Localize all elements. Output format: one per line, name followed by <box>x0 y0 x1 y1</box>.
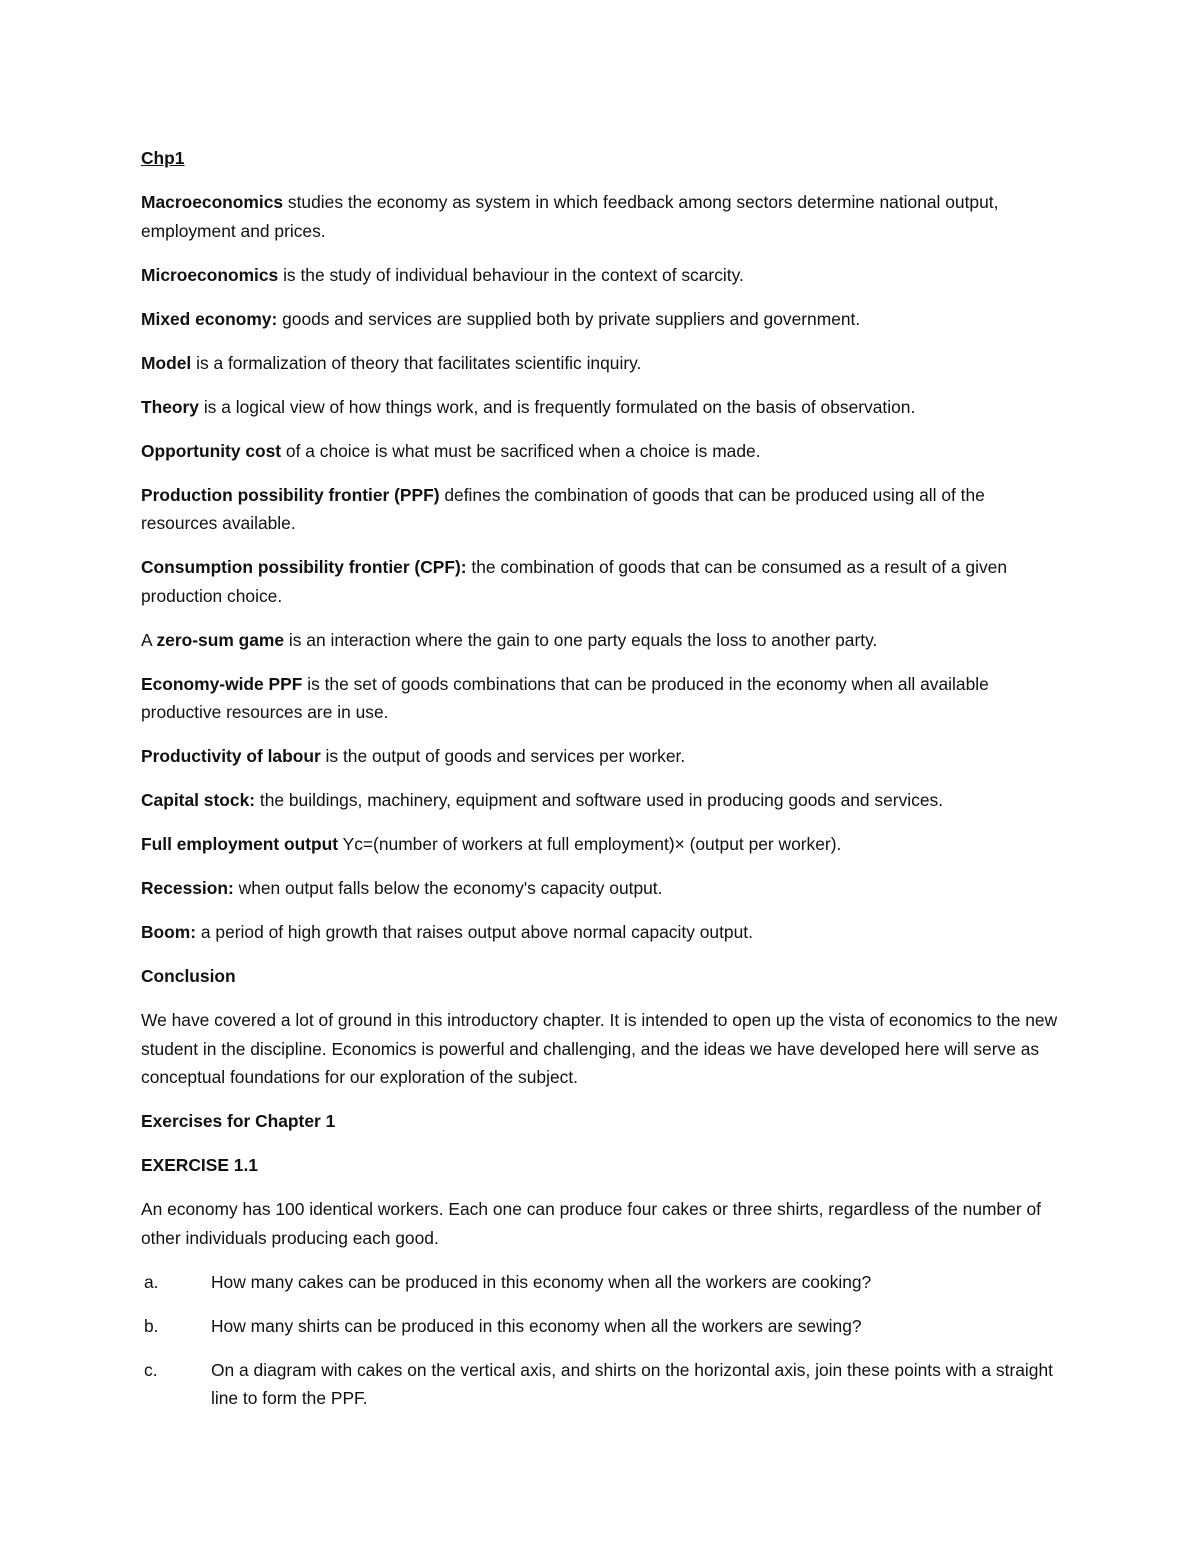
definition-productivity-of-labour <box>141 742 1061 771</box>
exercise-list <box>141 1268 1061 1413</box>
definition-text: is an interaction where the gain to one party equals the loss to another party. <box>284 629 878 650</box>
list-marker: b. <box>144 1315 159 1336</box>
term: Microeconomics <box>141 264 279 285</box>
exercises-heading: Exercises for Chapter 1 <box>141 1111 336 1131</box>
list-item <box>141 1268 1061 1297</box>
term: Macroeconomics <box>141 192 284 212</box>
term: Productivity of labour <box>141 746 321 766</box>
exercise-heading: EXERCISE 1.1 <box>141 1155 258 1175</box>
conclusion-heading: Conclusion <box>141 966 236 986</box>
term: Economy-wide PPF <box>141 673 303 694</box>
definition-text: the combination of goods that can be consumed as a result of a given production choice. <box>141 557 1007 606</box>
conclusion-paragraph: We have covered a lot of ground in this introductory chapter. It is intended to open up the vista of economics to the new student in the discipline. Economics is powerful and challenging, and the ideas we have developed here will serve as conceptual foundations for our exploration of the subject. <box>141 1010 1058 1087</box>
definition-text: is the set of goods combinations that can be produced in the economy when all available productive resources are in use. <box>141 673 989 722</box>
list-item <box>141 1356 1061 1413</box>
definition-text: is a formalization of theory that facilitates scientific inquiry. <box>191 352 642 373</box>
definition-opportunity-cost <box>141 437 1061 466</box>
definition-mixed-economy <box>141 305 1061 334</box>
term: Boom: <box>141 922 197 942</box>
term: Opportunity cost <box>141 440 282 461</box>
term: Mixed economy: <box>141 308 278 329</box>
term: Consumption possibility frontier (CPF): <box>141 557 467 577</box>
list-item-text: On a diagram with cakes on the vertical axis, and shirts on the horizontal axis, join these points with a straight line to form the PPF. <box>211 1359 1053 1408</box>
term: Production possibility frontier (PPF) <box>141 484 440 505</box>
definition-boom <box>141 918 1061 947</box>
definition-ppf <box>141 481 1061 538</box>
list-marker: c. <box>144 1359 158 1380</box>
list-item-text: How many cakes can be produced in this economy when all the workers are cooking? <box>211 1271 872 1292</box>
list-marker: a. <box>144 1271 159 1292</box>
definition-prefix: A <box>141 629 157 650</box>
definition-model <box>141 349 1061 378</box>
definition-theory <box>141 393 1061 422</box>
definition-text: studies the economy as system in which feedback among sectors determine national output, employment and prices. <box>141 192 999 241</box>
list-item <box>141 1312 1061 1341</box>
definition-text: the buildings, machinery, equipment and software used in producing goods and services. <box>255 790 944 810</box>
definition-macroeconomics <box>141 188 1061 245</box>
definition-text: when output falls below the economy's capacity output. <box>233 878 663 898</box>
definition-text: of a choice is what must be sacrificed when a choice is made. <box>281 440 761 461</box>
definition-text: is the study of individual behaviour in the context of scarcity. <box>278 264 744 285</box>
definition-recession <box>141 874 1061 903</box>
term: Recession: <box>141 878 234 898</box>
list-item-text: How many shirts can be produced in this economy when all the workers are sewing? <box>211 1315 862 1336</box>
definition-text: is a logical view of how things work, and is frequently formulated on the basis of observation. <box>198 396 916 417</box>
term: Full employment output <box>141 834 339 854</box>
term: Model <box>141 352 192 373</box>
chapter-heading: Chp1 <box>141 148 185 168</box>
definition-microeconomics <box>141 261 1061 290</box>
definition-text: goods and services are supplied both by private suppliers and government. <box>277 308 861 329</box>
definition-zero-sum-game <box>141 626 1061 655</box>
document-page <box>141 144 1061 1428</box>
definition-text: is the output of goods and services per worker. <box>320 746 686 766</box>
definition-text: a period of high growth that raises output above normal capacity output. <box>196 922 753 942</box>
definition-cpf <box>141 553 1061 610</box>
term: zero-sum game <box>156 629 285 650</box>
term: Theory <box>141 396 199 417</box>
definition-economy-wide-ppf <box>141 670 1061 727</box>
definition-text: defines the combination of goods that can be produced using all of the resources available. <box>141 484 985 533</box>
definition-full-employment-output <box>141 830 1061 859</box>
exercise-paragraph: An economy has 100 identical workers. Each one can produce four cakes or three shirts, regardless of the number of other individuals producing each good. <box>141 1199 1041 1248</box>
definition-text: Yc=(number of workers at full employment)× (output per worker). <box>338 834 842 854</box>
definition-capital-stock <box>141 786 1061 815</box>
term: Capital stock: <box>141 790 256 810</box>
